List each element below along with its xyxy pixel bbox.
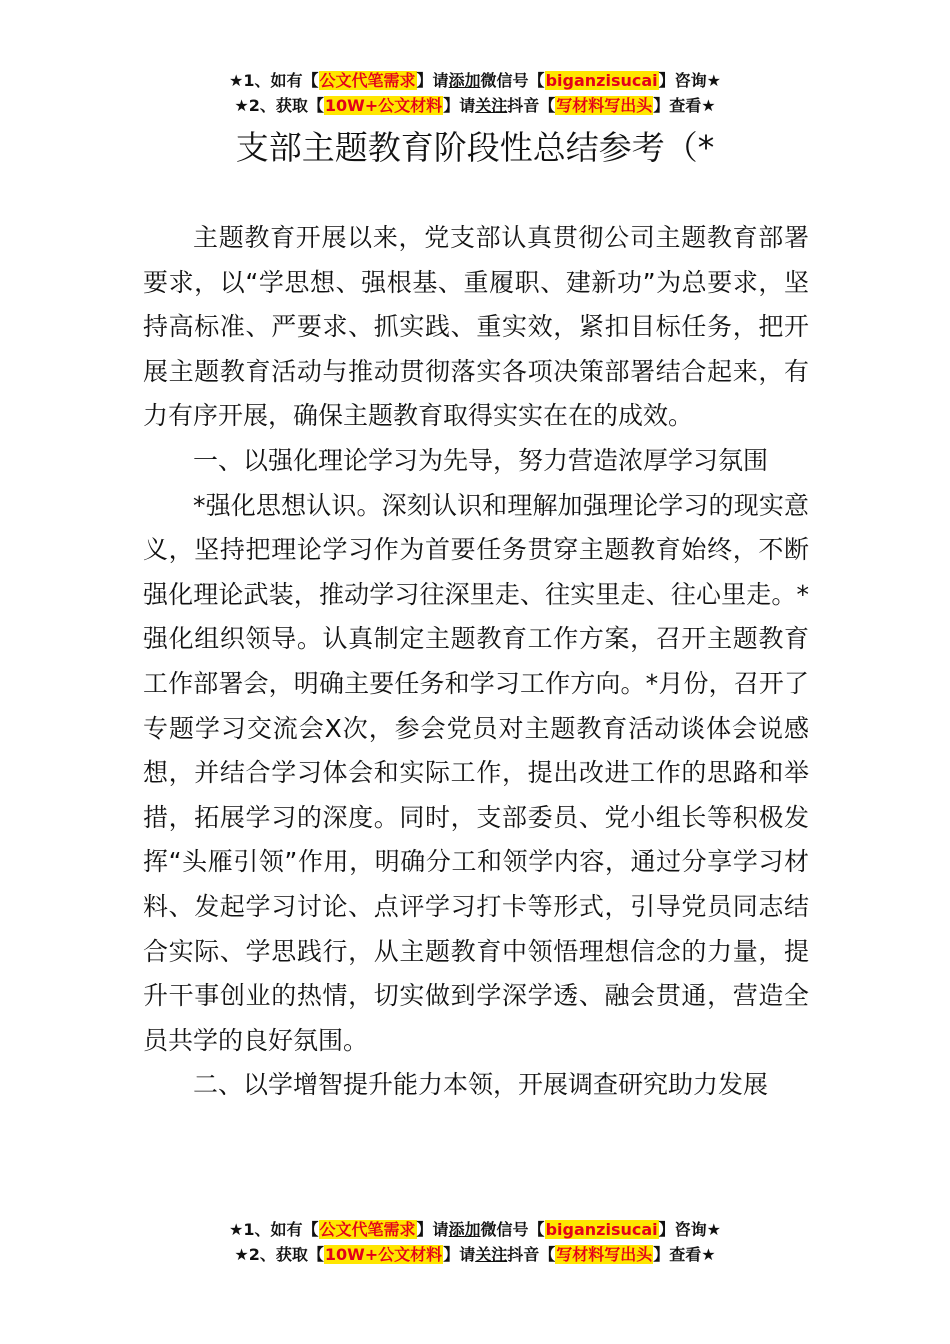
promo-highlight: 公文代笔需求 [319, 1220, 416, 1239]
promo-banner-bottom [0, 1217, 950, 1267]
promo-highlight: 10W+公文材料 [324, 1245, 443, 1264]
promo-line-1 [0, 1217, 950, 1242]
promo-text: 微信号【 [480, 1220, 545, 1239]
document-body [143, 216, 809, 1108]
promo-text: ★1、如有【 [229, 71, 319, 90]
promo-wechat-id: biganzisucai [545, 71, 658, 90]
promo-text: 】请 [416, 1220, 449, 1239]
section-heading-2: 二、以学增智提升能力本领，开展调查研究助力发展 [193, 1070, 769, 1100]
section-heading-1: 一、以强化理论学习为先导，努力营造浓厚学习氛围 [193, 445, 769, 475]
promo-underlined: 关注 [475, 96, 508, 115]
promo-douyin-id: 写材料写出头 [556, 1245, 653, 1264]
body-paragraph: *强化思想认识。深刻认识和理解加强理论学习的现实意义，坚持把理论学习作为首要任务贯穿主题教育始终，不断强化理论武装，推动学习往深里走、往实里走、往心里走。*强化组织领导。认真制定主题教育工作方案，召开主题教育工作部署会，明确主要任务和学习工作方向。*月份，召开了专题学习交流会X次，参会党员对主题教育活动谈体会说感想，并结合学习体会和实际工作，提出改进工作的思路和举措，拓展学习的深度。同时，支部委员、党小组长等积极发挥“头雁引领”作用，明确分工和领学内容，通过分享学习材料、发起学习讨论、点评学习打卡等形式，引导党员同志结合实际、学思践行，从主题教育中领悟理想信念的力量，提升干事创业的热情，切实做到学深学透、融会贯通，营造全员共学的良好氛围。 [143, 490, 809, 1055]
promo-text: 】查看★ [653, 96, 716, 115]
promo-highlight: 公文代笔需求 [319, 71, 416, 90]
promo-text: ★2、获取【 [234, 96, 324, 115]
promo-wechat-id: biganzisucai [545, 1220, 658, 1239]
promo-text: 微信号【 [480, 71, 545, 90]
intro-paragraph: 主题教育开展以来，党支部认真贯彻公司主题教育部署要求，以“学思想、强根基、重履职、建新功”为总要求，坚持高标准、严要求、抓实践、重实效，紧扣目标任务，把开展主题教育活动与推动贯彻落实各项决策部署结合起来，有力有序开展，确保主题教育取得实实在在的成效。 [143, 223, 809, 431]
promo-line-1 [0, 68, 950, 93]
promo-line-2 [0, 1242, 950, 1267]
promo-text: 】咨询★ [658, 1220, 721, 1239]
promo-banner-top [0, 68, 950, 118]
promo-highlight: 10W+公文材料 [324, 96, 443, 115]
promo-text: 】请 [443, 1245, 476, 1264]
promo-text: 】请 [443, 96, 476, 115]
promo-text: ★1、如有【 [229, 1220, 319, 1239]
promo-text: 抖音【 [507, 1245, 556, 1264]
promo-text: 】查看★ [653, 1245, 716, 1264]
promo-underlined: 添加 [448, 71, 481, 90]
promo-line-2 [0, 93, 950, 118]
promo-text: 】咨询★ [658, 71, 721, 90]
promo-text: 抖音【 [507, 96, 556, 115]
promo-underlined: 关注 [475, 1245, 508, 1264]
promo-text: 】请 [416, 71, 449, 90]
promo-text: ★2、获取【 [234, 1245, 324, 1264]
promo-douyin-id: 写材料写出头 [556, 96, 653, 115]
promo-underlined: 添加 [448, 1220, 481, 1239]
document-title: 支部主题教育阶段性总结参考（* [235, 128, 715, 167]
